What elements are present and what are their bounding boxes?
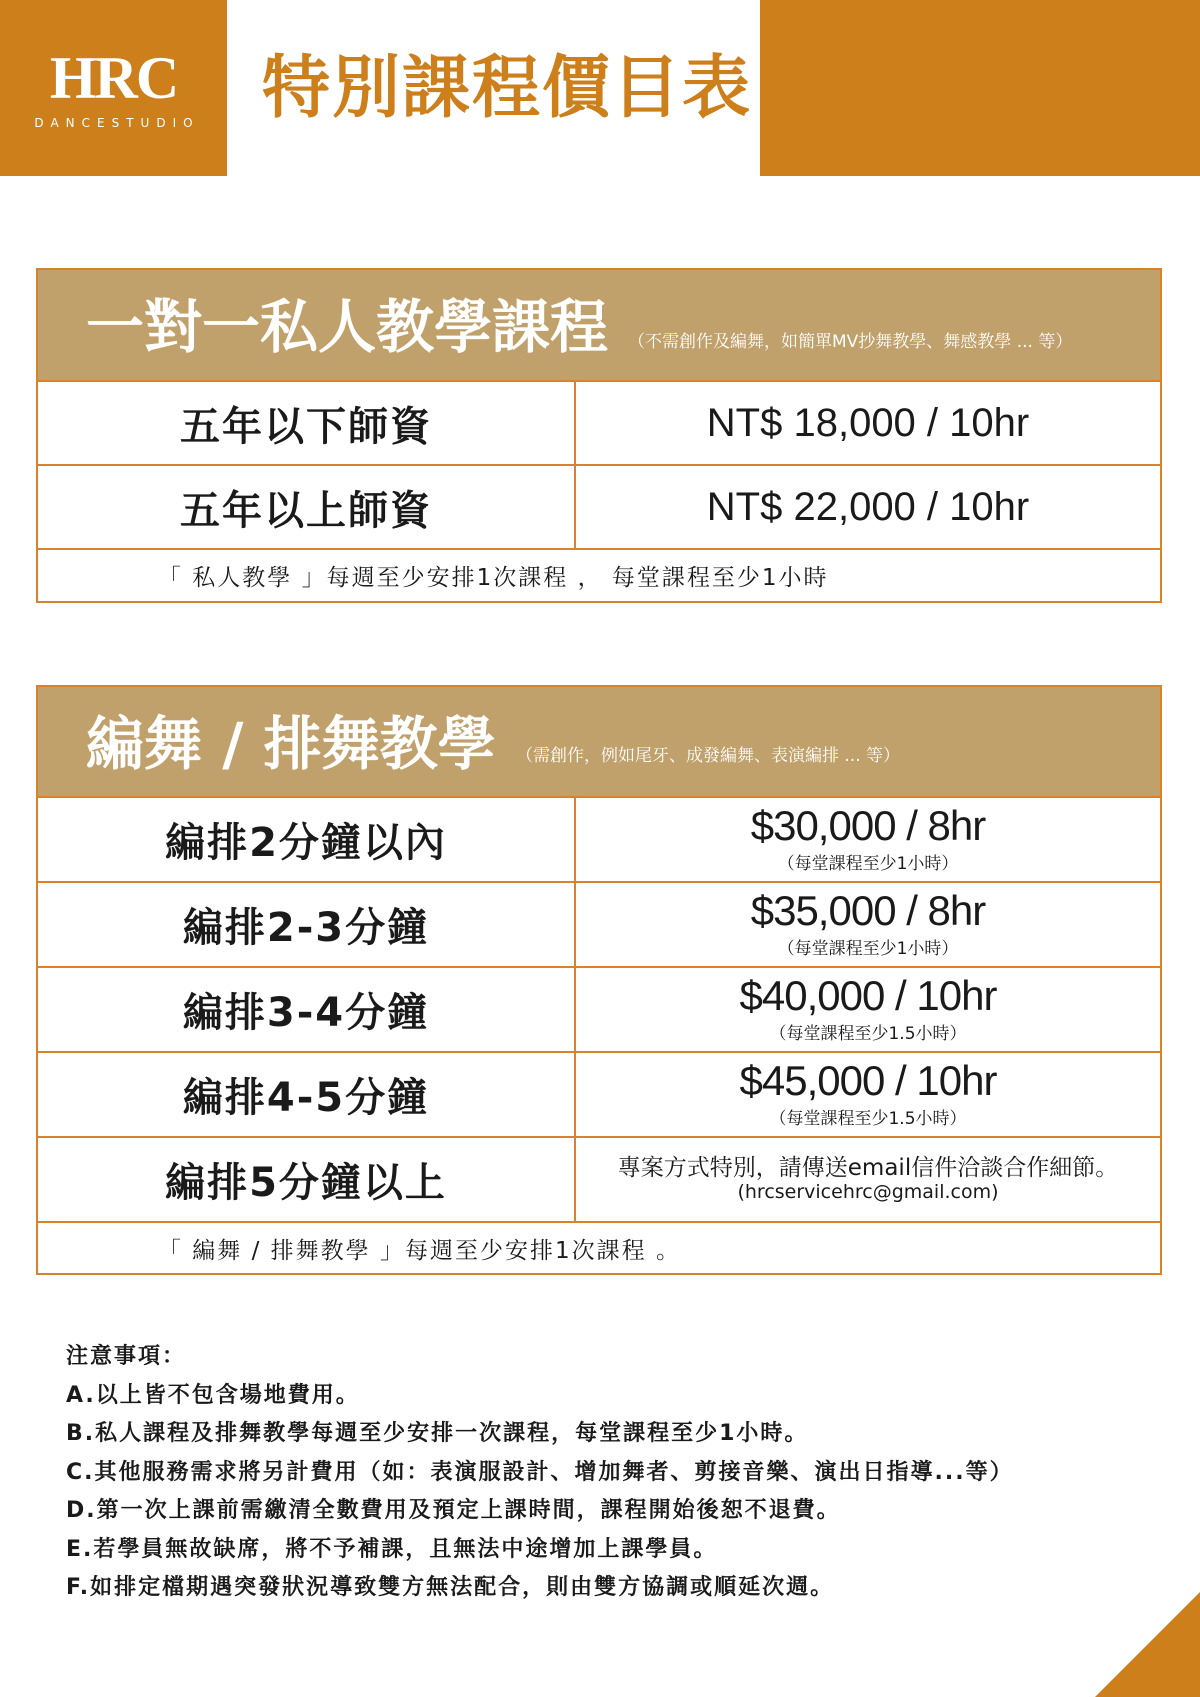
price-row-value-cell — [576, 466, 1160, 548]
table-row — [38, 1138, 1160, 1223]
price-row-value: $40,000 / 10hr — [739, 972, 997, 1019]
price-row-value-cell — [576, 1053, 1160, 1136]
price-row-subnote: （每堂課程至少1.5小時） — [769, 1109, 967, 1129]
choreo-section-title: 編舞 / 排舞教學 — [86, 710, 496, 778]
choreo-rule-note: 「 編舞 / 排舞教學 」每週至少安排1次課程 。 — [158, 1237, 681, 1264]
note-item: F.如排定檔期遇突發狀況導致雙方無法配合，則由雙方協調或順延次週。 — [66, 1575, 835, 1600]
price-row-subnote: （每堂課程至少1小時） — [777, 854, 959, 874]
contact-email[interactable]: (hrcservicehrc@gmail.com) — [737, 1180, 999, 1203]
price-row-label: 五年以上師資 — [38, 466, 576, 548]
price-row-value-cell — [576, 883, 1160, 966]
corner-decoration — [1095, 1592, 1200, 1697]
note-item: C.其他服務需求將另計費用（如：表演服設計、增加舞者、剪接音樂、演出日指導...等） — [66, 1459, 1014, 1485]
table-row — [38, 968, 1160, 1053]
price-row-value-cell — [576, 798, 1160, 881]
price-row-value: $35,000 / 8hr — [750, 887, 986, 934]
choreography-section — [36, 685, 1162, 1275]
notes-heading: 注意事項： — [66, 1344, 187, 1369]
private-section-header — [38, 270, 1160, 382]
price-row-label: 編排3-4分鐘 — [38, 968, 576, 1051]
private-rule-note: 「 私人教學 」每週至少安排1次課程 ， 每堂課程至少1小時 — [158, 565, 829, 591]
price-row-value: NT$ 18,000 / 10hr — [706, 400, 1030, 445]
price-row-subnote: （每堂課程至少1.5小時） — [769, 1024, 967, 1044]
private-section-note: （不需創作及編舞，如簡單MV抄舞教學、舞感教學 ... 等） — [628, 332, 1073, 352]
price-row-value-cell — [576, 968, 1160, 1051]
note-item: A.以上皆不包含場地費用。 — [66, 1382, 360, 1408]
private-section-title: 一對一私人教學課程 — [86, 293, 609, 361]
note-item: B.私人課程及排舞教學每週至少安排一次課程，每堂課程至少1小時。 — [66, 1421, 809, 1446]
table-row — [38, 466, 1160, 550]
table-row — [38, 382, 1160, 466]
table-row — [38, 798, 1160, 883]
price-row-label: 五年以下師資 — [38, 382, 576, 464]
private-lesson-section — [36, 268, 1162, 603]
notes-section — [66, 1338, 1014, 1608]
table-row — [38, 883, 1160, 968]
choreo-section-header — [38, 687, 1160, 798]
price-row-value: NT$ 22,000 / 10hr — [706, 484, 1030, 529]
price-row-label: 編排2分鐘以內 — [38, 798, 576, 881]
price-row-label: 編排2-3分鐘 — [38, 883, 576, 966]
table-row — [38, 1053, 1160, 1138]
note-item: E.若學員無故缺席，將不予補課，且無法中途增加上課學員。 — [66, 1536, 718, 1562]
price-row-value-cell — [576, 1138, 1160, 1221]
logo — [0, 0, 227, 176]
note-item: D.第一次上課前需繳清全數費用及預定上課時間，課程開始後恕不退費。 — [66, 1498, 841, 1523]
page-title: 特別課程價目表 — [262, 49, 753, 128]
choreo-section-note: （需創作，例如尾牙、成發編舞、表演編排 ... 等） — [516, 746, 901, 766]
logo-subtitle: DANCESTUDIO — [34, 116, 200, 130]
price-row-value-cell — [576, 382, 1160, 464]
price-row-label: 編排5分鐘以上 — [38, 1138, 576, 1221]
price-row-value: $30,000 / 8hr — [750, 802, 986, 849]
logo-wordmark: HRC — [49, 45, 178, 111]
custom-quote-text: 專案方式特別，請傳送email信件洽談合作細節。 — [617, 1155, 1119, 1182]
price-row-value: $45,000 / 10hr — [739, 1057, 997, 1104]
header-accent-block — [760, 0, 1200, 176]
price-row-label: 編排4-5分鐘 — [38, 1053, 576, 1136]
price-row-subnote: （每堂課程至少1小時） — [777, 939, 959, 959]
